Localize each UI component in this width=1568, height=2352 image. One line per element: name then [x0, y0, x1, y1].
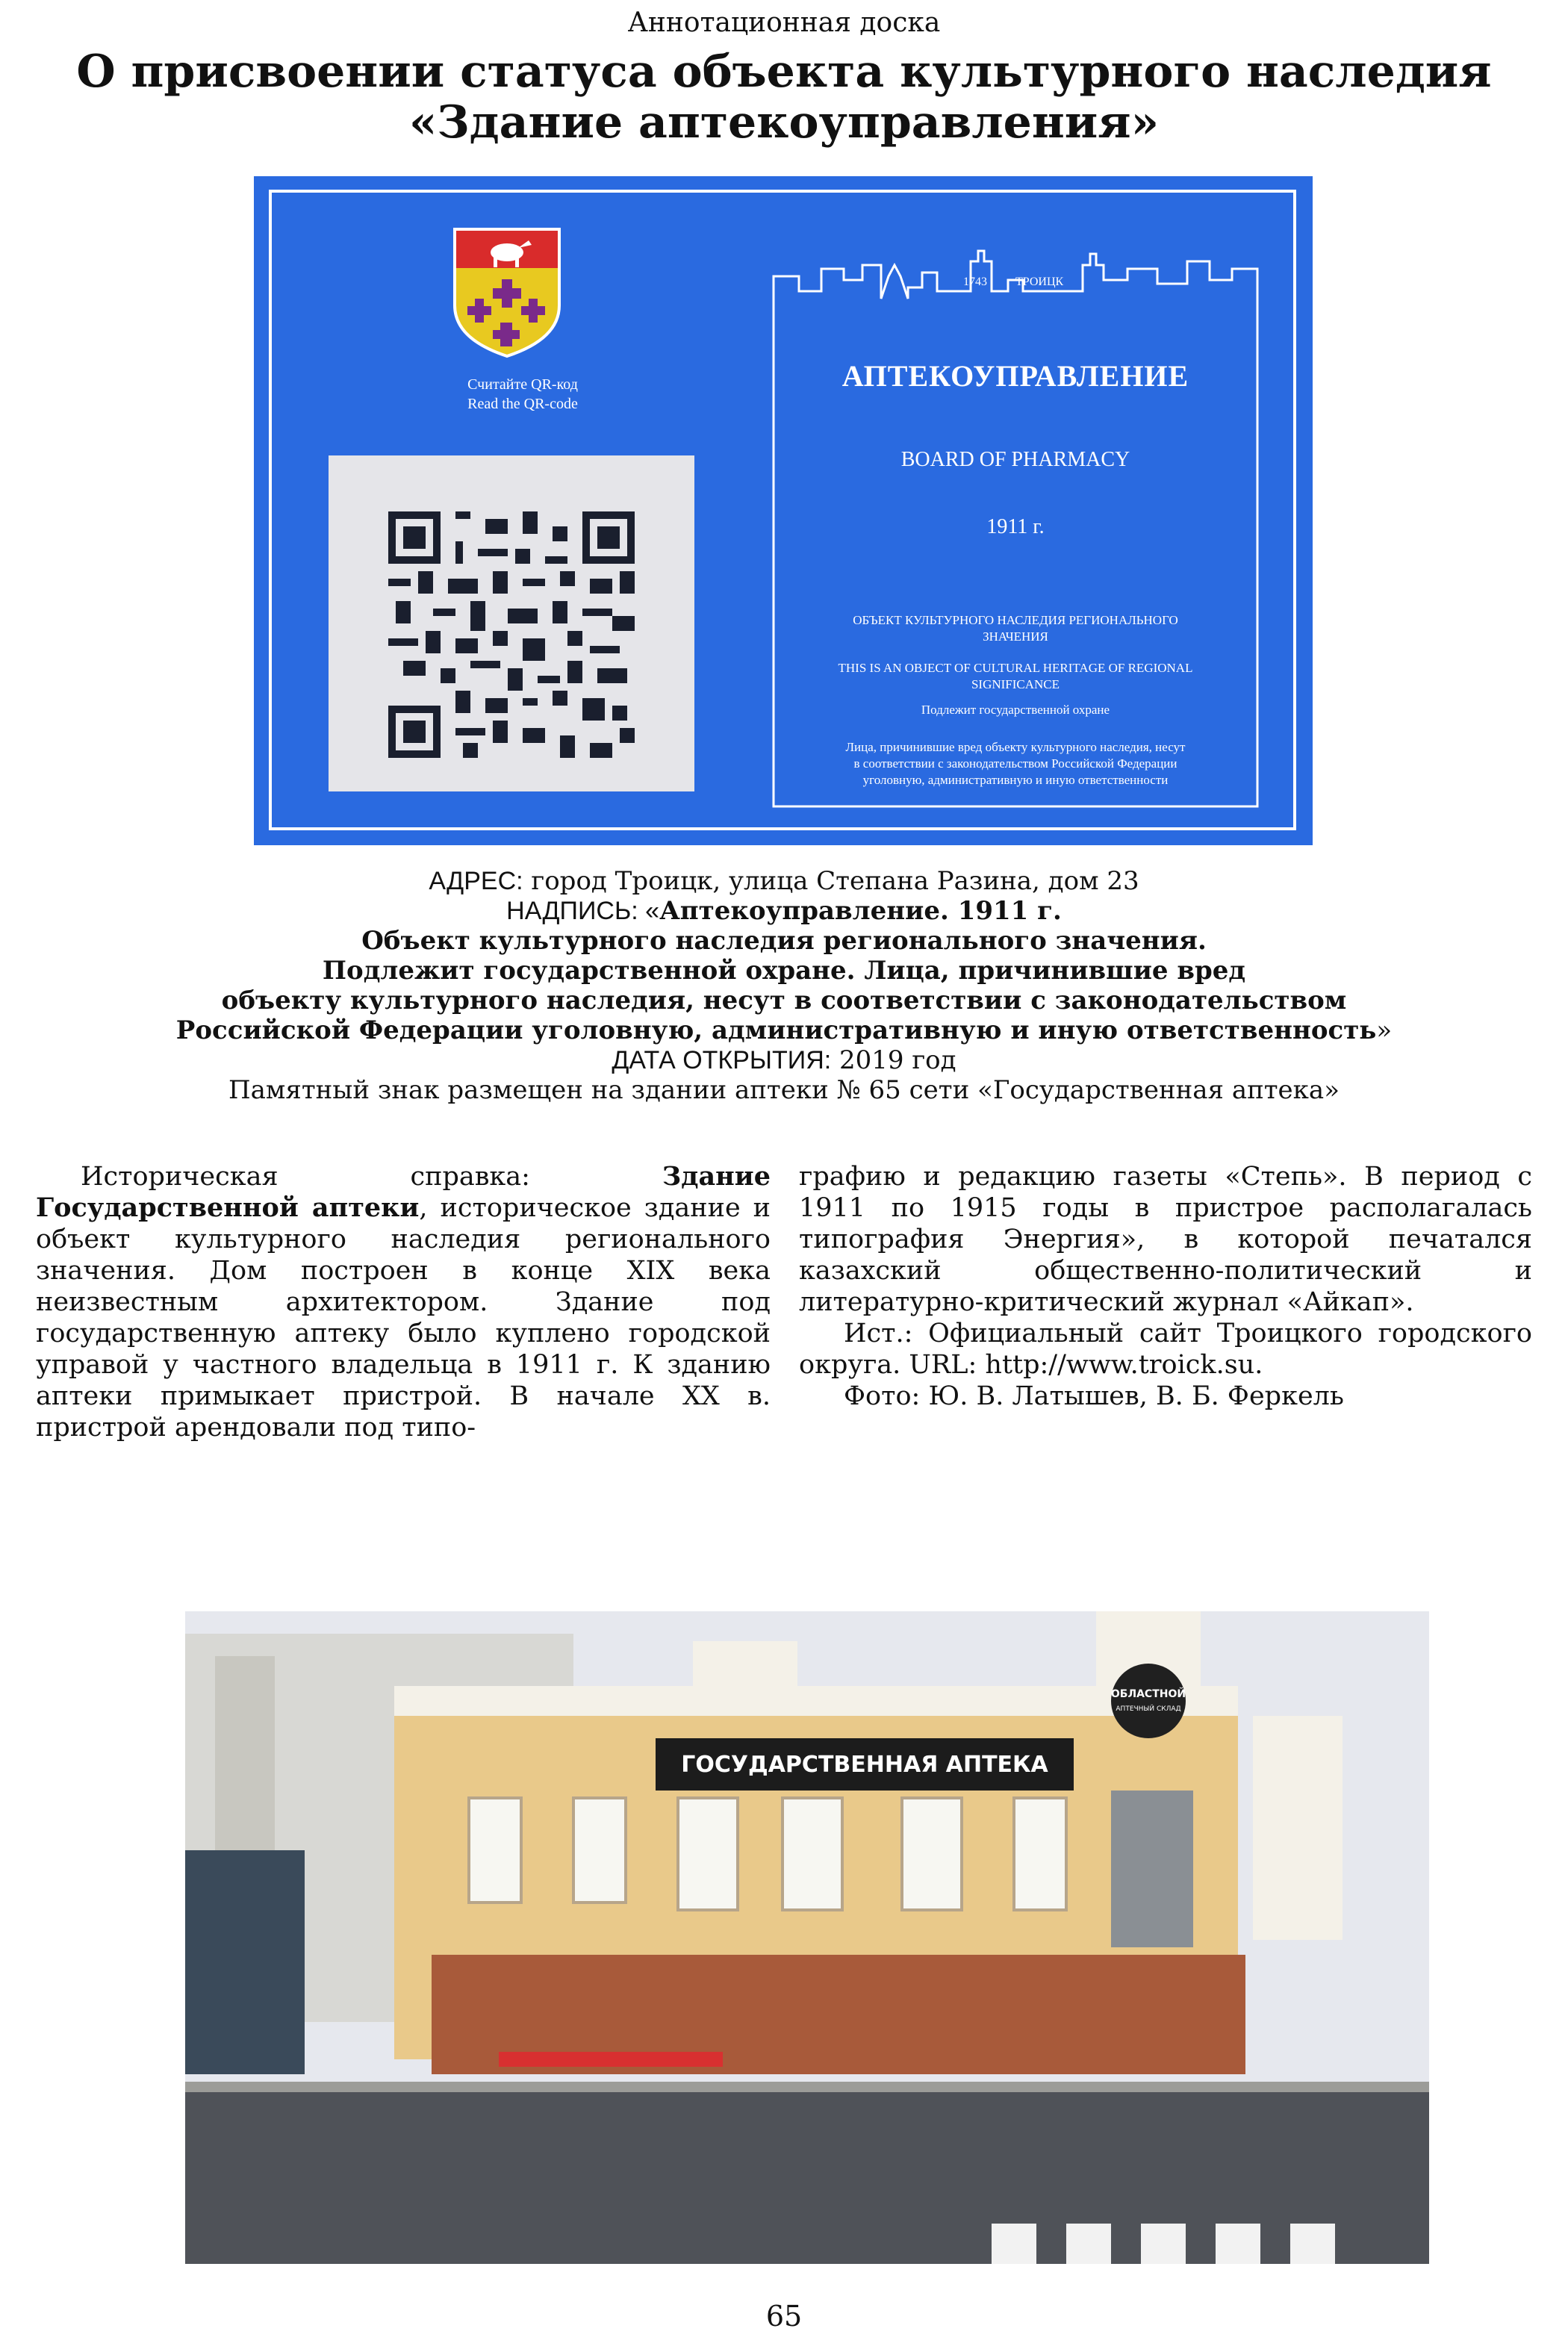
- plaque-liability: [777, 739, 1254, 788]
- history-continuation: графию и редакцию газеты «Степь». В период с 1911 по 1915 годы в пристрое располагалась типография Энергия», в которой печатался казахский общественно-политический и литературно-критический журнал «Айкап».: [799, 1162, 1532, 1317]
- address-value: город Троицк, улица Степана Разина, дом 23: [531, 866, 1139, 896]
- inscription-close: »: [1376, 1015, 1393, 1045]
- plaque-heritage-ru-1: ОБЪЕКТ КУЛЬТУРНОГО НАСЛЕДИЯ РЕГИОНАЛЬНОГО: [853, 613, 1178, 627]
- history-building-name: Здание Государственной аптеки: [36, 1161, 771, 1223]
- date-line: [0, 1045, 1568, 1075]
- title-line-2: «Здание аптекоуправления»: [408, 96, 1160, 149]
- history-intro: Историческая справка:: [81, 1162, 662, 1192]
- skyline-city: ТРОИЦК: [1015, 276, 1064, 288]
- skyline-year: 1743: [963, 276, 987, 288]
- plaque-year: 1911 г.: [986, 515, 1045, 538]
- coat-of-arms-icon: [452, 227, 561, 358]
- inscription-label: НАДПИСЬ: «: [506, 897, 660, 925]
- plaque-title-ru: АПТЕКОУПРАВЛЕНИЕ: [841, 359, 1189, 393]
- plaque-liability-2: в соответствии с законодательством Российской Федерации: [853, 756, 1177, 771]
- history-text: , историческое здание и объект культурного наследия регионального значения. Дом построен в конце XIX века неизвестным архитектором. Здание под государственную аптеку было куплено городской управой у частного владельца в 1911 г. К зданию аптеки примыкает пристрой. В начале XX в. пристрой арендовали под типо-: [36, 1193, 771, 1443]
- plaque-heritage-ru: [777, 612, 1254, 645]
- plaque-heritage-en-1: THIS IS AN OBJECT OF CULTURAL HERITAGE OF REGIONAL: [838, 661, 1193, 675]
- inscription-line-5: [0, 1015, 1568, 1045]
- source-line: Ист.: Официальный сайт Троицкого городского округа. URL: http://www.troick.su.: [799, 1319, 1532, 1380]
- photo-sign-round-1: ОБЛАСТНОЙ: [1110, 1688, 1186, 1700]
- inscription-line-1: [0, 896, 1568, 926]
- building-illustration: [185, 1611, 1429, 2264]
- kicker-label: Аннотационная доска: [627, 7, 941, 38]
- qr-caption-en: Read the QR-code: [467, 396, 578, 412]
- inscription-5: Российской Федерации уголовную, административную и иную ответственность: [175, 1015, 1377, 1045]
- inscription-1: Аптекоуправление. 1911 г.: [659, 896, 1062, 926]
- info-block: [0, 866, 1568, 1105]
- date-label: ДАТА ОТКРЫТИЯ:: [612, 1046, 832, 1074]
- page-title: [0, 46, 1568, 148]
- address-label: АДРЕС:: [429, 867, 523, 895]
- plaque-heritage-en-2: SIGNIFICANCE: [971, 677, 1060, 691]
- plaque-liability-1: Лица, причинившие вред объекту культурного наследия, несут: [845, 740, 1186, 754]
- building-photo: [185, 1611, 1429, 2264]
- date-value: 2019 год: [839, 1045, 956, 1075]
- body-column-left: [36, 1161, 771, 1443]
- plaque-liability-3: уголовную, административную и иную ответственности: [862, 773, 1169, 787]
- inscription-3: Подлежит государственной охране. Лица, причинившие вред: [322, 956, 1246, 986]
- photo-credit: Фото: Ю. В. Латышев, В. Б. Феркель: [844, 1381, 1344, 1411]
- history-paragraph: [36, 1161, 771, 1443]
- photo-sign-round-2: АПТЕЧНЫЙ СКЛАД: [1116, 1705, 1181, 1713]
- page-number: 65: [765, 2300, 803, 2333]
- placement-note: Памятный знак размещен на здании аптеки № 65 сети «Государственная аптека»: [228, 1075, 1340, 1105]
- photo-sign-main: ГОСУДАРСТВЕННАЯ АПТЕКА: [681, 1752, 1048, 1778]
- title-line-1: О присвоении статуса объекта культурного наследия: [76, 46, 1492, 98]
- qr-caption-ru: Считайте QR-код: [467, 376, 578, 393]
- plaque-heritage-en: [777, 660, 1254, 693]
- inscription-4: объекту культурного наследия, несут в соответствии с законодательством: [221, 986, 1347, 1015]
- address-line: [0, 866, 1568, 896]
- plaque-title-en: BOARD OF PHARMACY: [900, 448, 1130, 471]
- plaque-protection: Подлежит государственной охране: [921, 703, 1110, 717]
- inscription-2: Объект культурного наследия регионального значения.: [361, 926, 1207, 956]
- body-column-right: [799, 1161, 1532, 1412]
- plaque-heritage-ru-2: ЗНАЧЕНИЯ: [983, 629, 1048, 644]
- qr-code-icon: [388, 511, 635, 758]
